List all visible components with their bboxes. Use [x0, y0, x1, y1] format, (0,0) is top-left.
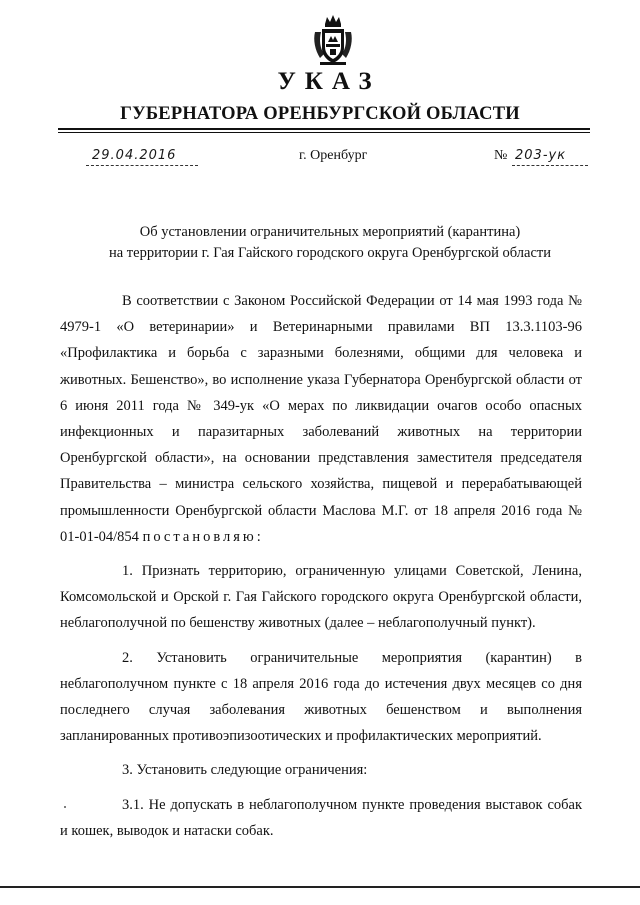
- header-divider-thin: [58, 132, 590, 133]
- item-1: 1. Признать территорию, ограниченную улицами Советской, Ленина, Комсомольской и Орской г. Гая Гайского городского округа Оренбургской области, неблагополучной по бешенству животных (далее – неблагополучный пункт).: [60, 563, 582, 632]
- preamble-text: В соответствии с Законом Российской Федерации от 14 мая 1993 года № 4979-1 «О ветеринарии» и Ветеринарными правилами ВП 13.3.1103-96 «Профилактика и борьба с заразными болезнями, общими для человека и животных. Бешенство», во исполнение указа Губернатора Оренбургской области от 6 июня 2011 года № 349-ук «О мерах по ликвидации очагов особо опасных инфекционных и паразитарных заболеваний животных на территории Оренбургской области», на основании представления заместителя председателя Правительства – министра сельского хозяйства, пищевой и перерабатывающей промышленности Оренбургской области Маслова М.Г. от 18 апреля 2016 года № 01-01-04/854: [60, 293, 582, 545]
- subject-line-1: Об установлении ограничительных мероприятий (карантина): [139, 224, 521, 240]
- date-underline: [86, 165, 198, 166]
- decree-number: 203-ук: [515, 148, 567, 163]
- decree-number-label: №: [494, 148, 508, 163]
- item-3-1: 3.1. Не допускать в неблагополучном пункте проведения выставок собак и кошек, выводок и натаски собак.: [60, 796, 582, 839]
- document-title: УКАЗ: [277, 68, 381, 95]
- decree-word: постановляю:: [142, 528, 264, 545]
- coat-of-arms-icon: [311, 14, 355, 66]
- preamble-paragraph: [60, 288, 582, 550]
- number-underline: [512, 165, 588, 166]
- decree-subject: [40, 222, 620, 264]
- item-2: 2. Установить ограничительные мероприятия (карантин) в неблагополучном пункте с 18 апреля 2016 года до истечения двух месяцев со дня последнего случая заболевания животных бешенством и выполнения запланированных противоэпизоотических и профилактических мероприятий.: [60, 649, 582, 745]
- header-divider-thick: [58, 128, 590, 130]
- document-issuer: ГУБЕРНАТОРА ОРЕНБУРГСКОЙ ОБЛАСТИ: [120, 104, 520, 124]
- decree-city: г. Оренбург: [299, 148, 368, 163]
- decree-body: [60, 288, 582, 844]
- decree-date: 29.04.2016: [92, 148, 177, 163]
- scan-speck: [64, 806, 66, 808]
- item-3: 3. Установить следующие ограничения:: [122, 762, 368, 779]
- page-bottom-edge: [0, 886, 640, 888]
- subject-line-2: на территории г. Гая Гайского городского округа Оренбургской области: [108, 245, 552, 261]
